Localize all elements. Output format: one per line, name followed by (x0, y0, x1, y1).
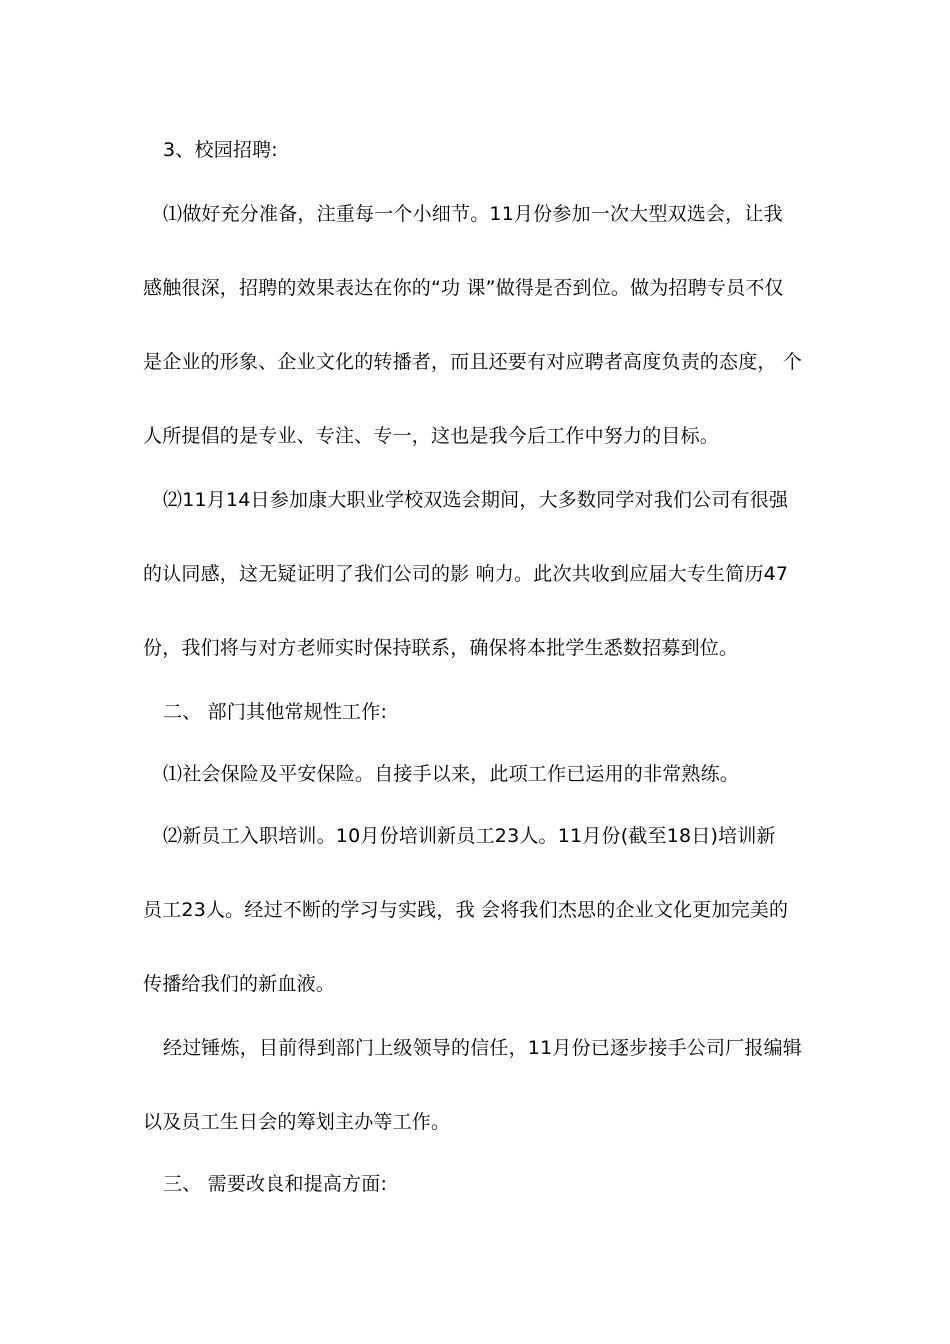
paragraph-line: ⑴做好充分准备，注重每一个小细节。11月份参加一次大型双选会，让我 (163, 203, 783, 225)
paragraph-line: ⑴社会保险及平安保险。自接手以来，此项工作已运用的非常熟练。 (163, 763, 740, 785)
paragraph-line: 经过锤炼，目前得到部门上级领导的信任，11月份已逐步接手公司厂报编辑 (163, 1037, 802, 1059)
paragraph-line: 以及员工生日会的筹划主办等工作。 (143, 1111, 451, 1133)
heading-other-routine-work: 二、 部门其他常规性工作: (163, 701, 388, 723)
paragraph-line: 的认同感，这无疑证明了我们公司的影 响力。此次共收到应届大专生简历47 (143, 563, 789, 585)
paragraph-line: 份，我们将与对方老师实时保持联系，确保将本批学生悉数招募到位。 (143, 637, 739, 659)
paragraph-line: ⑵新员工入职培训。10月份培训新员工23人。11月份(截至18日)培训新 (163, 825, 776, 847)
paragraph-line: 人所提倡的是专业、专注、专一，这也是我今后工作中努力的目标。 (143, 425, 720, 447)
paragraph-line: 感触很深，招聘的效果表达在你的“功 课”做得是否到位。做为招聘专员不仅 (143, 277, 784, 299)
paragraph-line: 是企业的形象、企业文化的转播者，而且还要有对应聘者高度负责的态度， 个 (143, 351, 803, 373)
heading-improvement-areas: 三、 需要改良和提高方面: (163, 1173, 388, 1195)
paragraph-line: 传播给我们的新血液。 (143, 973, 336, 995)
heading-campus-recruitment: 3、校园招聘: (163, 139, 278, 161)
paragraph-line: 员工23人。经过不断的学习与实践，我 会将我们杰思的企业文化更加完美的 (143, 899, 789, 921)
paragraph-line: ⑵11月14日参加康大职业学校双选会期间，大多数同学对我们公司有很强 (163, 489, 789, 511)
